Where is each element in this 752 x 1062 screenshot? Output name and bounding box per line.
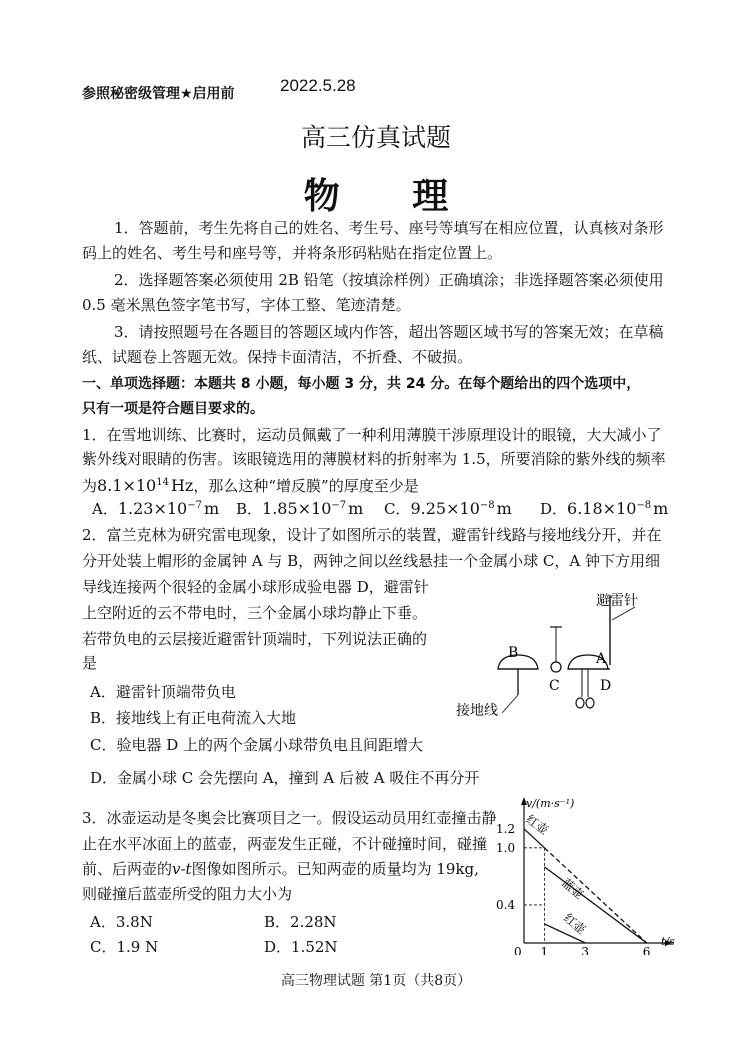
q1-option-d[interactable]: D．$6.18\times 10^{-8}$ m [540,499,669,518]
bell-a-label: A [596,651,607,667]
q3-line-2: 止在水平冰面上的蓝壶，两壶发生正碰，不计碰撞时间，碰撞 [82,835,488,853]
ground-wire-label: 接地线 [456,703,498,719]
instruction-2-line-2: 0.5 毫米黑色签字笔书写，字体工整、笔迹清楚。 [82,296,411,314]
series-line-1 [544,848,646,943]
q2-line-2: 分开处装上帽形的金属钟 A 与 B，两钟之间以丝线悬挂一个金属小球 C，A 钟下方用细 [82,552,661,570]
q2-option-a[interactable]: A．避雷针顶端带负电 [90,683,236,701]
q2-line-4: 上空附近的云不带电时，三个金属小球均静止下垂。 [82,604,428,622]
instruction-1-line-1: 1．答题前，考生先将自己的姓名、考生号、座号等填写在相应位置，认真核对条形 [114,219,664,237]
secrecy-label: 参照秘密级管理★启用前 [82,86,235,102]
q2-line-6: 是 [82,654,98,672]
lightning-rod-figure [450,585,680,735]
q2-option-b[interactable]: B．接地线上有正电荷流入大地 [90,709,297,727]
instruction-2-line-1: 2．选择题答案必须使用 2B 铅笔（按填涂样例）正确填涂；非选择题答案必须使用 [114,271,664,289]
instruction-3-line-1: 3．请按照题号在各题目的答题区域内作答，超出答题区域书写的答案无效；在草稿 [114,323,664,341]
y-axis-label: v/(m·s⁻¹) [526,797,575,810]
q3-line-1: 3．冰壶运动是冬奥会比赛项目之一。假设运动员用红壶撞击静 [82,809,497,827]
vt-chart [494,795,684,955]
series-label-red-before: 红壶 [523,812,552,838]
q2-line-3: 导线连接两个很轻的金属小球形成验电器 D，避雷针 [82,578,429,596]
q3-option-b[interactable]: B．2.28N [264,913,337,931]
instruction-1-line-2: 码上的姓名、考生号和座号等，并将条形码粘贴在指定位置上。 [82,244,503,262]
section-heading-line-1: 一、单项选择题：本题共 8 小题，每小题 3 分，共 24 分。在每个题给出的四个选项中， [82,376,641,392]
x-tick-label: 1 [540,945,549,955]
lightning-rod-label: 避雷针 [596,593,638,609]
x-tick-label: 0 [514,945,522,955]
q1-option-b[interactable]: B．$1.85\times 10^{-7}$ m [236,499,364,518]
q1-line-2: 紫外线对眼睛的伤害。该眼镜选用的薄膜材料的折射率为 1.5，所要消除的紫外线的频率 [82,450,666,468]
page-footer: 高三物理试题 第1页（共8页） [280,973,472,989]
q2-option-c[interactable]: C．验电器 D 上的两个金属小球带负电且间距增大 [90,736,424,754]
q3-option-a[interactable]: A．3.8N [90,913,153,931]
section-heading-line-2: 只有一项是符合题目要求的。 [82,401,264,417]
y-tick-label: 1.2 [496,821,516,836]
series-label-blue: 蓝壶 [558,875,587,902]
instruction-3-line-2: 纸、试题卷上答题无效。保持卡面清洁，不折叠、不破损。 [82,348,473,366]
q3-line-3: 前、后两壶的v-t图像如图所示。已知两壶的质量均为 19kg, [82,860,479,878]
exam-date: 2022.5.28 [280,76,356,95]
q2-option-d[interactable]: D．金属小球 C 会先摆向 A，撞到 A 后被 A 吸住不再分开 [90,769,480,787]
x-tick-label: 6 [642,945,651,955]
q3-option-d[interactable]: D．1.52N [264,938,338,956]
x-axis-label: t/s [661,935,675,948]
exam-title: 高三仿真试题 [300,123,451,152]
subject-title: 物 理 [303,175,479,217]
ball-c-label: C [549,678,560,694]
q1-line-1: 1．在雪地训练、比赛时，运动员佩戴了一种利用薄膜干涉原理设计的眼镜，大大减小了 [82,426,662,444]
q3-option-c[interactable]: C．1.9 N [90,938,159,956]
x-tick-label: 3 [581,945,590,955]
y-tick-label: 1.0 [496,840,516,855]
q1-option-a[interactable]: A．$1.23\times 10^{-7}$ m [92,499,220,518]
q3-line-4: 则碰撞后蓝壶所受的阻力大小为 [82,885,293,903]
q2-line-1: 2．富兰克林为研究雷电现象，设计了如图所示的装置，避雷针线路与接地线分开，并在 [82,526,662,544]
q2-line-5: 若带负电的云层接近避雷针顶端时，下列说法正确的 [82,630,428,648]
bell-b-label: B [508,645,519,661]
q1-line-3: 为$8.1\times 10^{14}$ Hz，那么这种“增反膜”的厚度至少是 [82,476,419,495]
q1-option-c[interactable]: C．$9.25\times 10^{-8}$ m [384,499,512,518]
electroscope-d-label: D [600,678,612,694]
series-label-red-after: 红壶 [560,910,589,937]
y-tick-label: 0.4 [496,897,516,912]
